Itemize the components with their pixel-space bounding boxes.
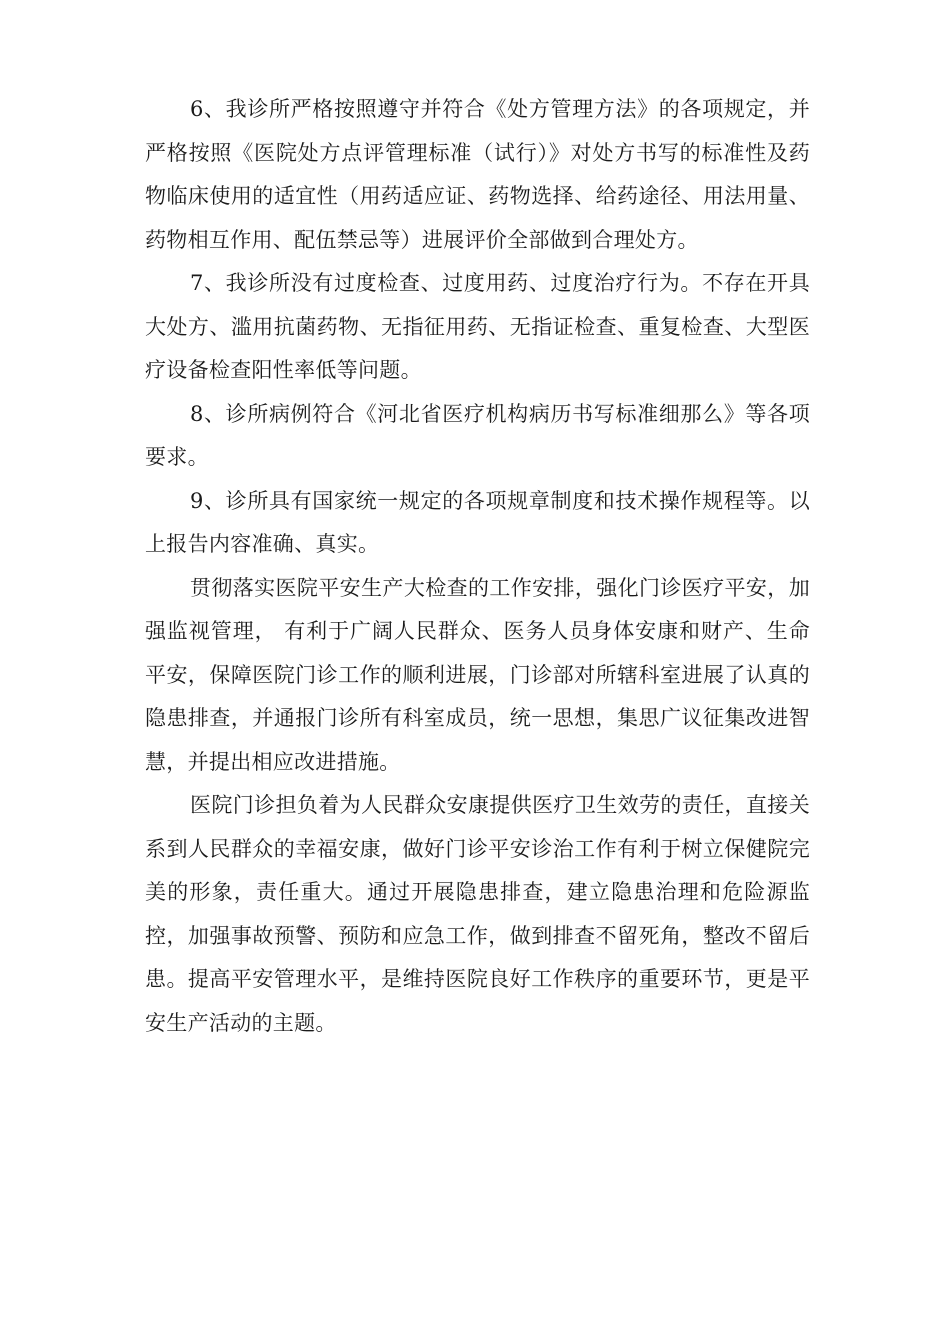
paragraph-item-7: 7、我诊所没有过度检查、过度用药、过度治疗行为。不存在开具大处方、滥用抗菌药物、无指征用药、无指证检查、重复检查、大型医疗设备检查阳性率低等问题。 [145,271,810,382]
paragraph-safety-inspection: 贯彻落实医院平安生产大检查的工作安排，强化门诊医疗平安，加强监视管理， 有利于广阔人民群众、医务人员身体安康和财产、生命平安，保障医院门诊工作的顺利进展，门诊部对所辖科室进展了认真的隐患排查，并通报门诊所有科室成员，统一思想，集思广议征集改进智慧，并提出相应改进措施。 [145,575,810,774]
paragraph-item-6: 6、我诊所严格按照遵守并符合《处方管理方法》的各项规定，并严格按照《医院处方点评管理标准（试行）》对处方书写的标准性及药物临床使用的适宜性（用药适应证、药物选择、给药途径、用法用量、药物相互作用、配伍禁忌等）进展评价全部做到合理处方。 [145,97,810,252]
paragraph-outpatient-responsibility: 医院门诊担负着为人民群众安康提供医疗卫生效劳的责任，直接关系到人民群众的幸福安康，做好门诊平安诊治工作有利于树立保健院完美的形象，责任重大。通过开展隐患排查，建立隐患治理和危险源监控，加强事故预警、预防和应急工作，做到排查不留死角，整改不留后患。提高平安管理水平，是维持医院良好工作秩序的重要环节，更是平安生产活动的主题。 [145,793,810,1035]
document-page [145,88,810,1045]
paragraph-item-8: 8、诊所病例符合《河北省医疗机构病历书写标准细那么》等各项要求。 [145,401,810,469]
paragraph-item-9: 9、诊所具有国家统一规定的各项规章制度和技术操作规程等。以上报告内容准确、真实。 [145,488,810,556]
